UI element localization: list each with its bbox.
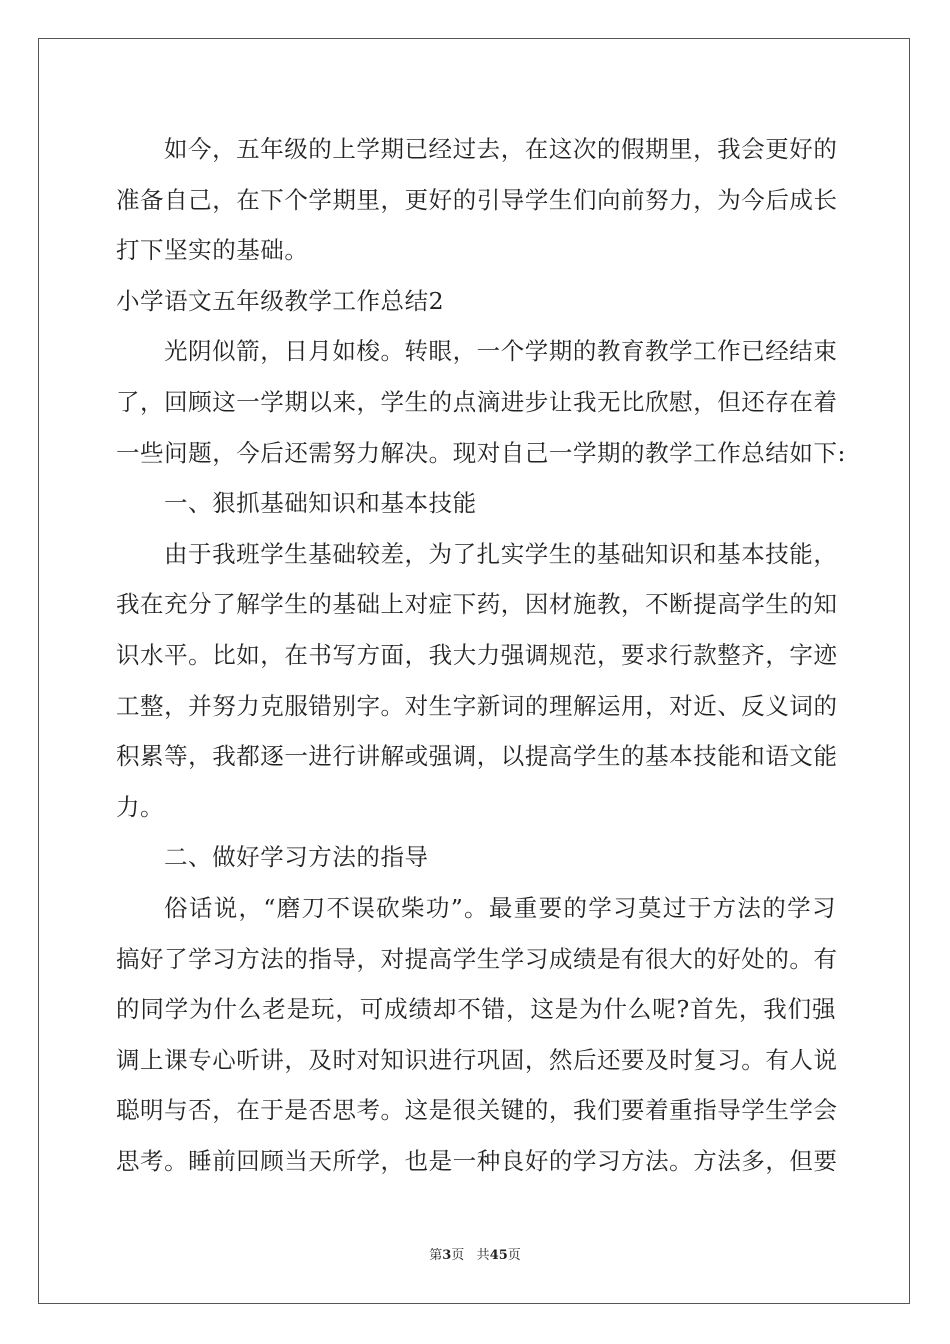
document-body (116, 124, 846, 1186)
paragraph-line: 如今，五年级的上学期已经过去，在这次的假期里，我会更好的 (164, 135, 838, 163)
page-footer (0, 1244, 950, 1263)
paragraph-line: 聪明与否，在于是否思考。这是很关键的，我们要着重指导学生学会 (116, 1096, 838, 1125)
section-heading: 二、做好学习方法的指导 (164, 843, 429, 872)
paragraph-line: 思考。睡前回顾当天所学，也是一种良好的学习方法。方法多，但要 (116, 1146, 838, 1175)
paragraph-line: 调上课专心听讲，及时对知识进行巩固，然后还要及时复习。有人说 (116, 1045, 838, 1074)
paragraph-line: 由于我班学生基础较差，为了扎实学生的基础知识和基本技能， (164, 539, 838, 568)
total-prefix: 共 (476, 1248, 490, 1263)
paragraph-line: 的同学为什么老是玩，可成绩却不错，这是为什么呢?首先，我们强 (116, 995, 836, 1024)
total-suffix: 页 (507, 1248, 521, 1263)
paragraph-line: 光阴似箭，日月如梭。转眼，一个学期的教育教学工作已经结束 (164, 337, 838, 366)
page-suffix: 页 (451, 1248, 465, 1263)
paragraph-line: 积累等，我都逐一进行讲解或强调，以提高学生的基本技能和语文能 (116, 742, 838, 771)
total-pages: 45 (489, 1248, 508, 1263)
paragraph-line: 打下坚实的基础。 (116, 236, 309, 265)
paragraph-line: 工整，并努力克服错别字。对生字新词的理解运用，对近、反义词的 (116, 691, 838, 720)
paragraph-line: 识水平。比如，在书写方面，我大力强调规范，要求行款整齐，字迹 (116, 640, 838, 669)
page-number: 3 (442, 1248, 452, 1263)
paragraph-line: 一些问题，今后还需努力解决。现对自己一学期的教学工作总结如下: (116, 438, 846, 467)
paragraph-line: 我在充分了解学生的基础上对症下药，因材施教，不断提高学生的知 (116, 590, 838, 619)
paragraph-line: 搞好了学习方法的指导，对提高学生学习成绩是有很大的好处的。有 (116, 944, 838, 973)
paragraph-line: 力。 (116, 792, 165, 821)
paragraph-line: 俗话说，“磨刀不误砍柴功”。最重要的学习莫过于方法的学习 (164, 893, 836, 922)
paragraph-line: 了，回顾这一学期以来，学生的点滴进步让我无比欣慰，但还存在着 (116, 387, 838, 416)
page-prefix: 第 (429, 1248, 443, 1263)
section-heading: 一、狠抓基础知识和基本技能 (164, 489, 477, 518)
section-title: 小学语文五年级教学工作总结2 (116, 286, 445, 315)
paragraph-line: 准备自己，在下个学期里，更好的引导学生们向前努力，为今后成长 (116, 185, 838, 214)
